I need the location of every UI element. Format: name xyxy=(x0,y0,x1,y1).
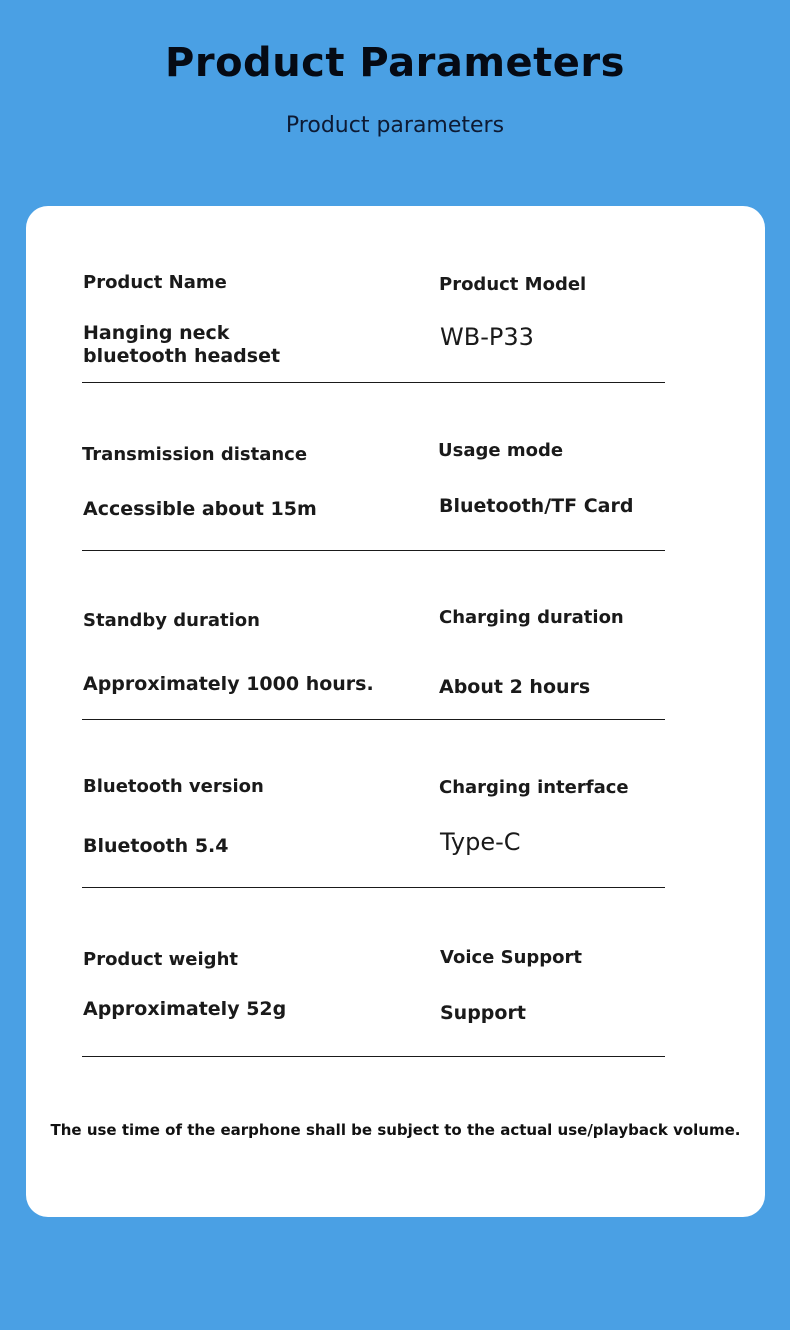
param-row xyxy=(82,887,665,1057)
param-row xyxy=(82,719,665,888)
param-value-standby-duration: Approximately 1000 hours. xyxy=(83,673,374,695)
param-row xyxy=(82,382,665,551)
page-subtitle: Product parameters xyxy=(285,113,505,138)
param-row xyxy=(82,550,665,720)
param-value-product-model: WB-P33 xyxy=(440,323,534,351)
param-label-product-name: Product Name xyxy=(83,272,227,293)
param-value-charging-duration: About 2 hours xyxy=(439,676,591,698)
usage-note: The use time of the earphone shall be subject to the actual use/playback volume. xyxy=(50,1121,741,1139)
param-label-usage-mode: Usage mode xyxy=(438,440,564,461)
param-label-transmission-distance: Transmission distance xyxy=(82,444,308,465)
param-label-charging-duration: Charging duration xyxy=(439,607,624,628)
page-title: Product Parameters xyxy=(165,40,625,86)
param-value-product-name: Hanging neck bluetooth headset xyxy=(83,322,281,367)
param-label-standby-duration: Standby duration xyxy=(83,610,260,631)
parameters-card xyxy=(26,206,765,1217)
param-value-charging-interface: Type-C xyxy=(440,828,521,856)
param-value-product-weight: Approximately 52g xyxy=(83,998,287,1020)
param-value-bluetooth-version: Bluetooth 5.4 xyxy=(83,835,229,857)
param-label-bluetooth-version: Bluetooth version xyxy=(83,776,264,797)
param-label-product-weight: Product weight xyxy=(83,949,238,970)
param-value-usage-mode: Bluetooth/TF Card xyxy=(439,495,634,517)
param-value-transmission-distance: Accessible about 15m xyxy=(83,498,317,520)
param-row xyxy=(82,206,665,383)
param-value-voice-support: Support xyxy=(440,1002,526,1024)
param-label-voice-support: Voice Support xyxy=(440,947,583,968)
param-label-product-model: Product Model xyxy=(439,274,587,295)
param-label-charging-interface: Charging interface xyxy=(439,777,629,798)
